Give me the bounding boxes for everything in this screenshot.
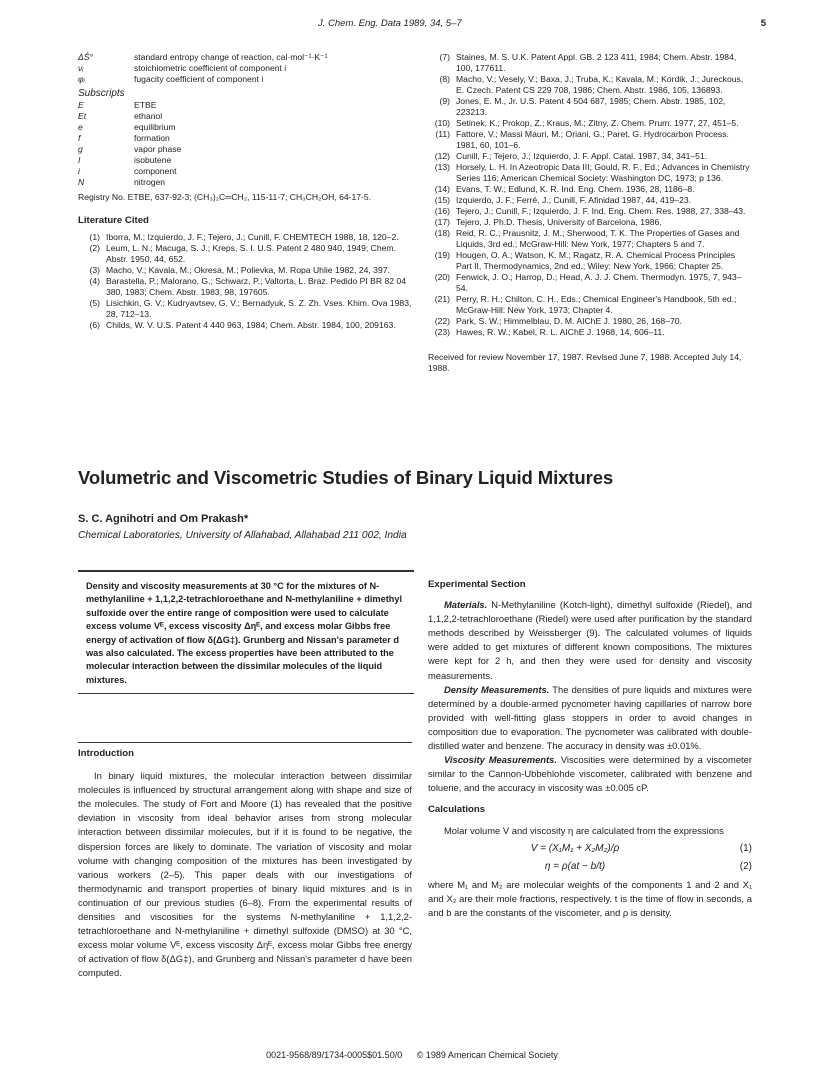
reference-number: (6) xyxy=(89,320,100,330)
reference-text: Izquierdo, J. F.; Ferré, J.; Cunill, F. Afinidad 1987, 44, 419–23. xyxy=(456,195,692,205)
subscript-row xyxy=(78,155,414,166)
article-affiliation: Chemical Laboratories, University of Allahabad, Allahabad 211 002, India xyxy=(78,530,407,541)
subscript-symbol: i xyxy=(78,166,80,176)
nomenclature-symbol: φᵢ xyxy=(78,74,85,84)
reference-number: (15) xyxy=(434,195,450,205)
reference-number: (7) xyxy=(439,52,450,62)
reference-number: (12) xyxy=(434,151,450,161)
subscript-symbol: g xyxy=(78,144,83,154)
reference-item xyxy=(428,151,752,162)
reference-number: (17) xyxy=(434,217,450,227)
introduction-heading: Introduction xyxy=(78,742,412,761)
reference-item xyxy=(428,294,752,316)
reference-text: Staines, M. S. U.K. Patent Appl. GB. 2 123 411, 1984; Chem. Abstr. 1984, 100, 177611. xyxy=(456,52,737,73)
reference-item xyxy=(78,232,414,243)
subscript-symbol: N xyxy=(78,177,85,187)
reference-text: Setinek, K.; Prokop, Z.; Kraus, M.; Zitny, Z. Chem. Prum. 1977, 27, 451–5. xyxy=(456,118,739,128)
equation-1 xyxy=(428,842,752,856)
nomenclature-list xyxy=(78,52,414,85)
subscript-description: ethanol xyxy=(134,111,163,121)
reference-text: Fenwick, J. O.; Harrop, D.; Head, A. J. J. Chem. Thermodyn. 1975, 7, 943–54. xyxy=(456,272,742,293)
reference-item xyxy=(428,316,752,327)
reference-item xyxy=(428,272,752,294)
reference-text: Perry, R. H.; Chilton, C. H., Eds.; Chemical Engineer's Handbook, 5th ed.; McGraw-Hill: New York, 1973; Chapter 4. xyxy=(456,294,737,315)
reference-number: (4) xyxy=(89,276,100,286)
reference-number: (5) xyxy=(89,298,100,308)
reference-text: Childs, W. V. U.S. Patent 4 440 963, 1984; Chem. Abstr. 1984, 100, 209163. xyxy=(106,320,396,330)
reference-number: (9) xyxy=(439,96,450,106)
reference-text: Macho, V.; Kavala, M.; Okresa, M.; Polievka, M. Ropa Uhlie 1982, 24, 397. xyxy=(106,265,390,275)
reference-item xyxy=(428,327,752,338)
reference-text: Tejero, J. Ph.D. Thesis, University of Barcelona, 1986. xyxy=(456,217,662,227)
article-title: Volumetric and Viscometric Studies of Binary Liquid Mixtures xyxy=(78,467,614,488)
reference-number: (22) xyxy=(434,316,450,326)
reference-text: Fattore, V.; Massi Mauri, M.; Oriani, G.; Paret, G. Hydrocarbon Process. 1981, 60, 101–6. xyxy=(456,129,729,150)
subscript-symbol: e xyxy=(78,122,83,132)
reference-item xyxy=(428,96,752,118)
nomenclature-symbol: ΔŜ° xyxy=(78,52,93,62)
subscript-description: nitrogen xyxy=(134,177,166,187)
nomenclature-symbol: νᵢ xyxy=(78,63,84,73)
reference-text: Lisichkin, G. V.; Kudryavtsev, G. V.; Bernadyuk, S. Z. Zh. Vses. Khim. Ova 1983, 28, 712–13. xyxy=(106,298,412,319)
calculations-text: where M₁ and M₂ are molecular weights of the components 1 and 2 and X₁ and X₂ are their mole fractions, respectively. t is the time of flow in seconds, a and b are the constants of the viscometer, and ρ is density. xyxy=(428,878,752,918)
reference-item xyxy=(78,298,414,320)
equation-2-formula: η = ρ(at − b/t) xyxy=(544,860,606,872)
introduction-section xyxy=(78,742,412,981)
footer-code: 0021-9568/89/1734-0005$01.50/0 xyxy=(266,1050,403,1060)
reference-number: (16) xyxy=(434,206,450,216)
page-number: 5 xyxy=(760,18,766,29)
reference-item xyxy=(428,74,752,96)
literature-cited-heading: Literature Cited xyxy=(78,215,149,226)
reference-text: Evans, T. W.; Edlund, K. R. Ind. Eng. Chem. 1936, 28, 1186–8. xyxy=(456,184,695,194)
references-right-block xyxy=(428,52,752,374)
subscript-row xyxy=(78,166,414,177)
reference-number: (2) xyxy=(89,243,100,253)
reference-item xyxy=(428,118,752,129)
reference-text: Hougen, O. A.; Watson, K. M.; Ragatz, R. A. Chemical Process Principles Part II, Thermodynamics, 2nd ed.; Wiley: New York, 1966; Chapter 25. xyxy=(456,250,736,271)
subscript-symbol: E xyxy=(78,100,84,110)
reference-text: Jones, E. M., Jr. U.S. Patent 4 504 687, 1985; Chem. Abstr. 1985, 102, 223213. xyxy=(456,96,726,117)
materials-heading: Materials. xyxy=(444,599,488,611)
reference-number: (3) xyxy=(89,265,100,275)
reference-text: Cunill, F.; Tejero, J.; Izquierdo, J. F. Appl. Catal. 1987, 34, 341–51. xyxy=(456,151,708,161)
reference-number: (19) xyxy=(434,250,450,260)
equation-2 xyxy=(428,860,752,874)
reference-item xyxy=(78,265,414,276)
reference-item xyxy=(428,52,752,74)
reference-text: Hawes, R. W.; Kabel, R. L. AIChE J. 1968, 14, 606–11. xyxy=(456,327,665,337)
nomenclature-description: standard entropy change of reaction, cal·mol⁻¹·K⁻¹ xyxy=(134,52,328,62)
reference-text: Barastella, P.; Malorano, G.; Schwarz, P.; Valtorta, L. Braz. Pedido PI BR 82 04 380, 1983; Chem. Abstr. 1983, 98, 197605. xyxy=(106,276,406,297)
journal-citation: J. Chem. Eng. Data 1989, 34, 5–7 xyxy=(318,18,462,29)
viscosity-heading: Viscosity Measurements. xyxy=(444,754,557,766)
subscript-description: equilibrium xyxy=(134,122,176,132)
reference-item xyxy=(428,162,752,184)
calculations-intro: Molar volume V and viscosity η are calculated from the expressions xyxy=(444,824,724,836)
subscript-description: component xyxy=(134,166,177,176)
subscript-symbol: I xyxy=(78,155,81,165)
footer-copyright: © 1989 American Chemical Society xyxy=(416,1050,558,1060)
reference-text: Reid, R. C.; Prausnitz, J. M.; Sherwood, T. K. The Properties of Gases and Liquids, 3rd ed.; McGraw-Hill: New York, 1977; Chapters 5 and 7. xyxy=(456,228,740,249)
equation-1-number: (1) xyxy=(739,842,752,854)
reference-text: Iborra, M.; Izquierdo, J. F.; Tejero, J.; Cunill, F. CHEMTECH 1988, 18, 120–2. xyxy=(106,232,399,242)
reference-text: Macho, V.; Vesely, V.; Baxa, J.; Truba, K.; Kavala, M.; Kordik, J.; Jureckous, E. Czech. Patent CS 229 708, 1986; Chem. Abstr. 1986, 105, 136893. xyxy=(456,74,744,95)
reference-number: (11) xyxy=(435,129,450,139)
reference-item xyxy=(428,184,752,195)
subscript-row xyxy=(78,144,414,155)
calculations-heading: Calculations xyxy=(428,804,486,816)
reference-text: Leum, L. N.; Macuga, S. J.; Kreps, S. I. U.S. Patent 2 480 940, 1949; Chem. Abstr. 1950, 44, 652. xyxy=(106,243,396,264)
reference-number: (21) xyxy=(434,294,450,304)
page-footer xyxy=(0,1050,824,1060)
references-left xyxy=(78,232,414,331)
reference-item xyxy=(428,195,752,206)
materials-text: N-Methylaniline (Kotch-light), dimethyl sulfoxide (Riedel), and 1,1,2,2-tetrachloroethane (Riedel) were used after purification by the standard methods described by Weissberger (9). The calculated volumes of liquids were added to get mixtures of different known compositions. The mixtures were kept for 2 h, and then they were used for density and viscosity measurements. xyxy=(428,599,752,681)
subscript-row xyxy=(78,111,414,122)
subscript-symbol: Et xyxy=(78,111,87,121)
viscosity-text: Viscosities were determined by a viscometer similar to the Cannon-Ubbehlohde viscometer, calibrated with benzene and toluene, and the accuracy in viscosity was ±0.005 cP. xyxy=(428,754,752,794)
subscripts-list xyxy=(78,100,414,188)
introduction-text: In binary liquid mixtures, the molecular interaction between dissimilar molecules is influenced by structural arrangement along with shape and size of the molecules. The study of Fort and Moore (1) has revealed that the positive deviation in viscosity from ideal behavior arises from strong molecular interaction between dissimilar molecules, but if it is found to be negative, the dispersion forces are likely to dominate. The variation of viscosity and molar volume with changing composition of the mixtures has been investigated by various workers (2–5). This paper deals with our investigations of thermodynamic and transport properties of binary liquid mixtures and is in continuation of our previous studies (6–8). From the experimental results of densities and viscosities for the systems N-methylaniline + 1,1,2,2-tetrachloroethane and N-methylaniline + dimethyl sulfoxide (DMSO) at 30 °C, excess molar volume Vᴱ, excess viscosity Δηᴱ, excess molar Gibbs free energy of activation of flow δ(ΔG‡), and Grunberg and Nissan's parameter d have been computed. xyxy=(78,770,412,979)
reference-item xyxy=(428,217,752,228)
nomenclature-block xyxy=(78,52,414,331)
references-right xyxy=(428,52,752,338)
equation-1-formula: V = (X₁M₁ + X₂M₂)/ρ xyxy=(530,842,620,854)
reference-item xyxy=(78,276,414,298)
reference-number: (13) xyxy=(434,162,450,172)
reference-item xyxy=(428,228,752,250)
reference-number: (14) xyxy=(434,184,450,194)
nomenclature-row xyxy=(78,52,414,63)
reference-text: Park, S. W.; Himmelblau, D. M. AIChE J. 1980, 26, 168–70. xyxy=(456,316,682,326)
subscripts-heading: Subscripts xyxy=(78,88,125,99)
reference-item xyxy=(78,243,414,265)
reference-item xyxy=(428,206,752,217)
subscript-description: isobutene xyxy=(134,155,172,165)
subscript-row xyxy=(78,100,414,111)
experimental-heading: Experimental Section xyxy=(428,579,526,590)
nomenclature-description: stoichiometric coefficient of component i xyxy=(134,63,287,73)
nomenclature-row xyxy=(78,63,414,74)
reference-number: (8) xyxy=(439,74,450,84)
subscript-row xyxy=(78,122,414,133)
reference-number: (20) xyxy=(434,272,450,282)
reference-number: (10) xyxy=(434,118,450,128)
reference-item xyxy=(78,320,414,331)
reference-item xyxy=(428,129,752,151)
nomenclature-description: fugacity coefficient of component i xyxy=(134,74,264,84)
registry-numbers: Registry No. ETBE, 637-92-3; (CH₃)₂C═CH₂, 115-11-7; CH₃CH₂OH, 64-17-5. xyxy=(78,192,372,202)
density-text: The densities of pure liquids and mixtures were determined by a double-armed pycnometer having capillaries of narrow bore provided with well-fitting glass stoppers in order to avoid changes in composition due to evaporation. The pycnometer was calibrated with double-distilled water and benzene. The accuracy in density was ±0.01%. xyxy=(428,683,753,752)
abstract-box: Density and viscosity measurements at 30 °C for the mixtures of N-methylaniline + 1,1,2,2-tetrachloroethane and N-methylaniline + dimethyl sulfoxide over the entire range of composition were used to calculate excess volume Vᴱ, excess viscosity Δηᴱ, and excess molar Gibbs free energy of activation of flow δ(ΔG‡). Grunberg and Nissan's parameter d was also calculated. The excess properties have been attributed to the molecular interaction between the dissimilar molecules of the liquid mixtures. xyxy=(78,570,414,694)
received-note: Received for review November 17, 1987. Revised June 7, 1988. Accepted July 14, 1988. xyxy=(428,352,742,373)
reference-item xyxy=(428,250,752,272)
reference-text: Horsely, L. H. In Azeotropic Data III; Gould, R. F., Ed.; Advances in Chemistry Series 116; American Chemical Society: Washington DC, 1973; p 136. xyxy=(456,162,750,183)
article-authors: S. C. Agnihotri and Om Prakash* xyxy=(78,513,249,525)
equation-2-number: (2) xyxy=(739,860,752,872)
subscript-symbol: f xyxy=(78,133,81,143)
reference-number: (18) xyxy=(434,228,450,238)
subscript-row xyxy=(78,177,414,188)
nomenclature-row xyxy=(78,74,414,85)
subscript-description: formation xyxy=(134,133,170,143)
right-body-column xyxy=(428,578,752,920)
reference-number: (23) xyxy=(434,327,450,337)
reference-number: (1) xyxy=(89,232,100,242)
subscript-description: ETBE xyxy=(134,100,157,110)
subscript-row xyxy=(78,133,414,144)
subscript-description: vapor phase xyxy=(134,144,182,154)
density-heading: Density Measurements. xyxy=(444,683,550,695)
reference-text: Tejero, J.; Cunill, F.; Izquierdo, J. F. Ind. Eng. Chem. Res. 1988, 27, 338–43. xyxy=(456,206,746,216)
